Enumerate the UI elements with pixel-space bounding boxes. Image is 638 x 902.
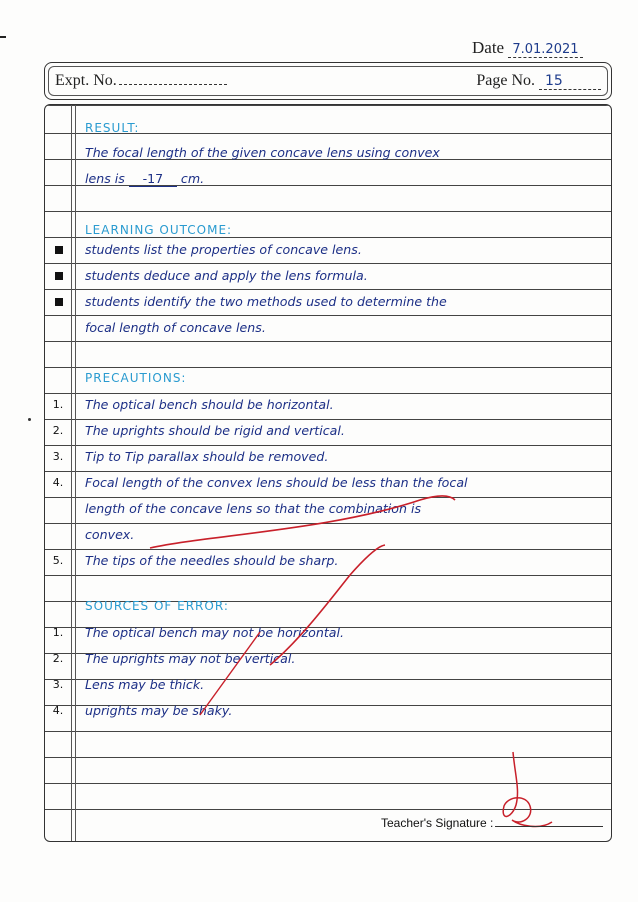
bullet-icon [55, 246, 63, 254]
outcome-item: students list the properties of concave lens. [85, 242, 362, 257]
signature-line [495, 826, 603, 827]
error-item: The optical bench may not be horizontal. [85, 625, 344, 640]
precaution-item: length of the concave lens so that the combination is [85, 501, 422, 516]
outcome-item: students identify the two methods used to determine the [85, 294, 447, 309]
result-line-2 [85, 171, 605, 187]
date-label: Date [472, 38, 505, 57]
precaution-item: Tip to Tip parallax should be removed. [85, 449, 329, 464]
date-value: 7.01.2021 [508, 42, 582, 58]
result-line-1: The focal length of the given concave lens using convex [85, 145, 440, 160]
focal-length-value: -17 [129, 171, 177, 187]
bullet-icon [55, 272, 63, 280]
error-number: 2. [52, 652, 64, 665]
page-no-label: Page No. [476, 72, 535, 89]
margin-line [71, 105, 72, 841]
sources-of-error-heading: SOURCES OF ERROR: [85, 599, 229, 613]
precaution-item: The uprights should be rigid and vertical. [85, 423, 345, 438]
page-no-value: 15 [539, 73, 601, 90]
error-item: uprights may be shaky. [85, 703, 233, 718]
precautions-heading: PRECAUTIONS: [85, 371, 187, 385]
result-heading: RESULT: [85, 121, 140, 135]
precaution-item: Focal length of the convex lens should be less than the focal [85, 475, 468, 490]
precaution-item: The tips of the needles should be sharp. [85, 553, 339, 568]
header-box [44, 62, 612, 100]
expt-no-blank [119, 84, 227, 85]
result-unit: cm. [180, 171, 205, 186]
precaution-number: 5. [52, 554, 64, 567]
precaution-number: 3. [52, 450, 64, 463]
precaution-item: The optical bench should be horizontal. [85, 397, 334, 412]
error-number: 4. [52, 704, 64, 717]
teacher-signature-label: Teacher's Signature : [381, 816, 494, 830]
error-number: 1. [52, 626, 64, 639]
result-line-2-text: lens is [85, 171, 125, 186]
bullet-icon [55, 298, 63, 306]
precaution-number: 2. [52, 424, 64, 437]
margin-dash [0, 36, 6, 38]
expt-no-field [55, 72, 227, 90]
date-field [472, 38, 583, 58]
precaution-number: 4. [52, 476, 64, 489]
precaution-item: convex. [85, 527, 135, 542]
teacher-signature-field [381, 816, 603, 830]
margin-line-inner [75, 105, 76, 841]
stray-dot [28, 418, 31, 421]
precaution-number: 1. [52, 398, 64, 411]
learning-outcome-heading: LEARNING OUTCOME: [85, 223, 233, 237]
error-number: 3. [52, 678, 64, 691]
page-no-field [476, 72, 601, 90]
error-item: The uprights may not be vertical. [85, 651, 296, 666]
outcome-item: focal length of concave lens. [85, 320, 266, 335]
expt-no-label: Expt. No. [55, 72, 117, 89]
outcome-item: students deduce and apply the lens formula. [85, 268, 368, 283]
ruled-area [44, 104, 612, 842]
error-item: Lens may be thick. [85, 677, 205, 692]
